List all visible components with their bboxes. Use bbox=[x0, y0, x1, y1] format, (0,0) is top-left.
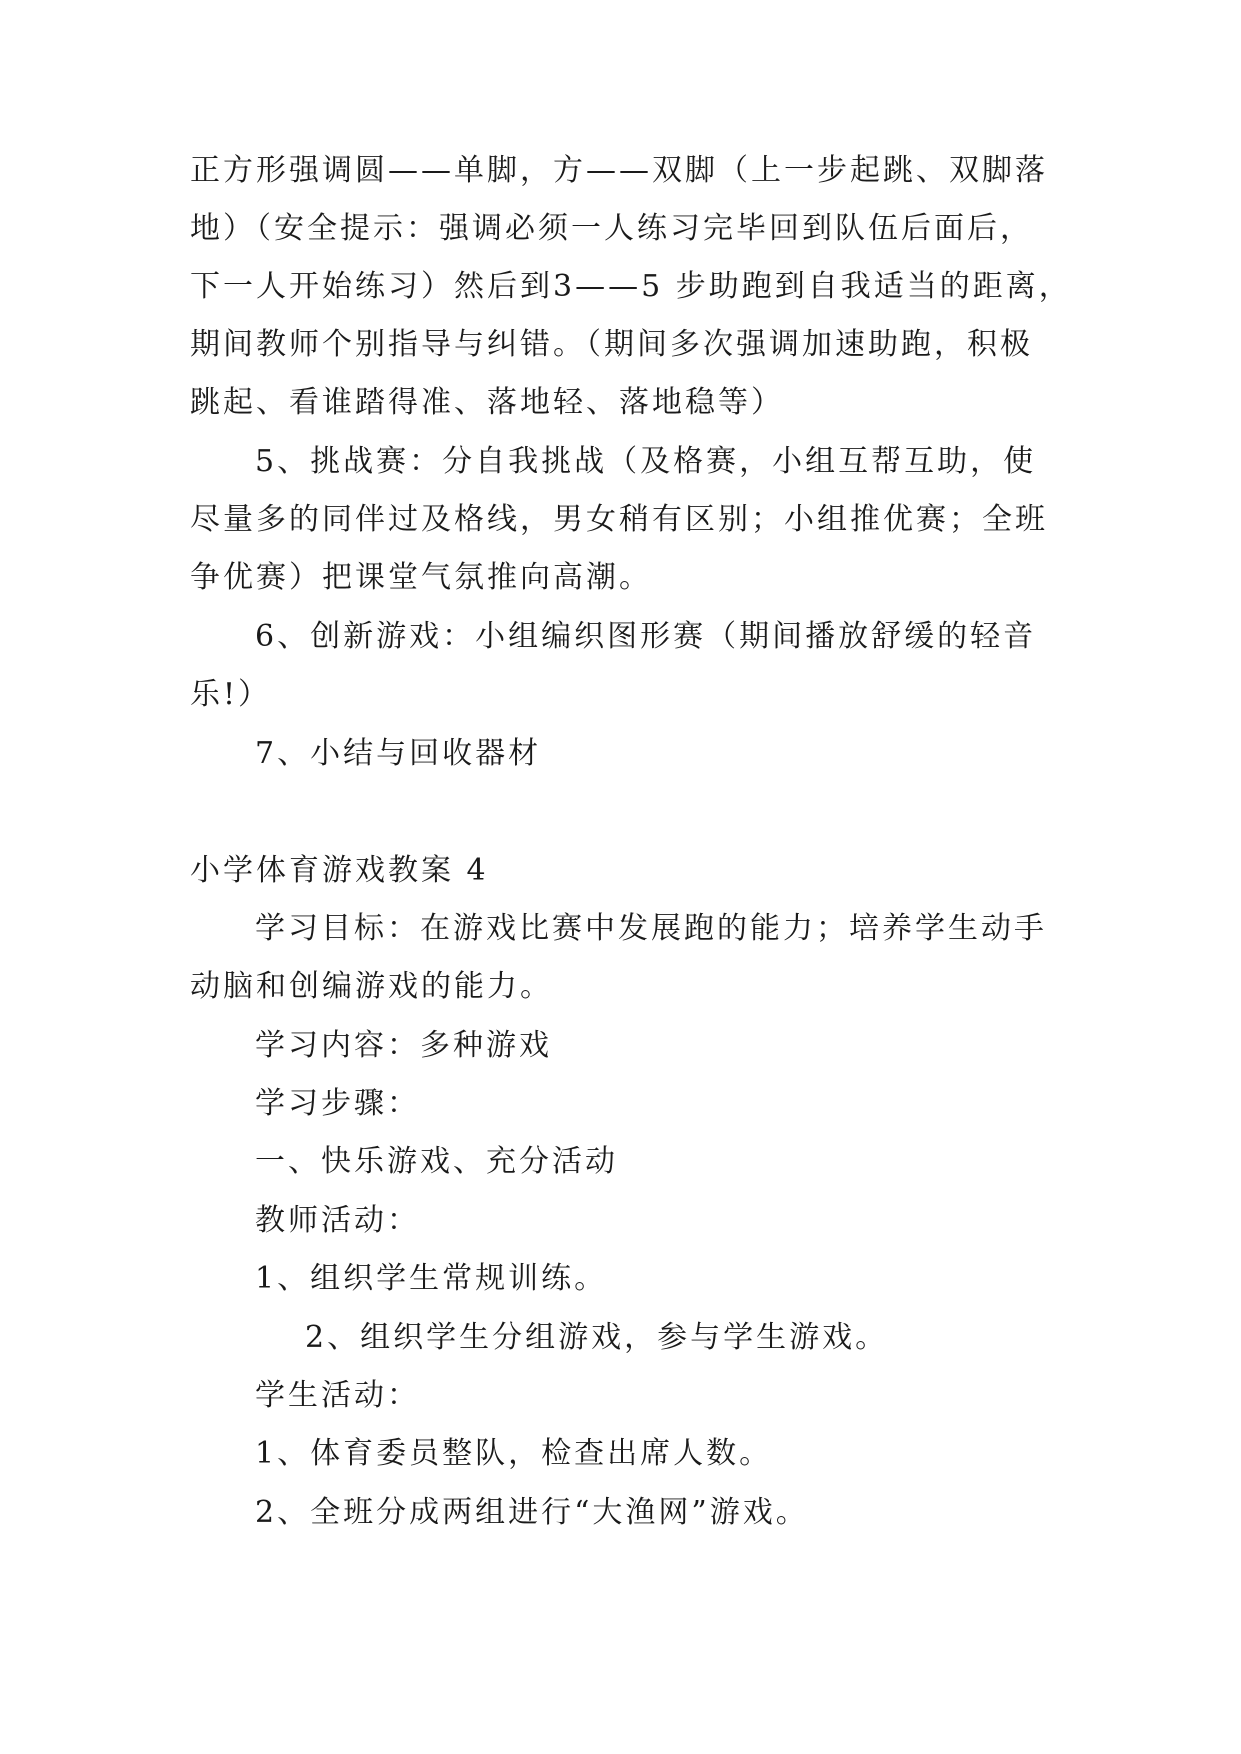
paragraph-line: 乐!） bbox=[190, 677, 272, 712]
paragraph-line: 2、全班分成两组进行“大渔网”游戏。 bbox=[255, 1495, 809, 1530]
paragraph-line: 动脑和创编游戏的能力。 bbox=[190, 969, 553, 1004]
paragraph-line: 学生活动： bbox=[255, 1378, 420, 1413]
paragraph-line: 跳起、看谁踏得准、落地轻、落地稳等） bbox=[190, 385, 784, 420]
paragraph-line: 学习步骤： bbox=[255, 1086, 420, 1121]
paragraph-line: 期间教师个别指导与纠错。（期间多次强调加速助跑，积极 bbox=[190, 327, 1033, 362]
paragraph-line: 正方形强调圆——单脚，方——双脚（上一步起跳、双脚落 bbox=[190, 153, 1048, 188]
paragraph-line: 尽量多的同伴过及格线，男女稍有区别；小组推优赛；全班 bbox=[190, 502, 1048, 537]
paragraph-line: 5、挑战赛：分自我挑战（及格赛，小组互帮互助，使 bbox=[255, 444, 1037, 479]
paragraph-line: 争优赛）把课堂气氛推向高潮。 bbox=[190, 560, 652, 595]
paragraph-line: 地）（安全提示：强调必须一人练习完毕回到队伍后面后， bbox=[190, 211, 1033, 246]
paragraph-line: 教师活动： bbox=[255, 1203, 420, 1238]
paragraph-line: 6、创新游戏：小组编织图形赛（期间播放舒缓的轻音 bbox=[255, 619, 1037, 654]
section-heading: 小学体育游戏教案 4 bbox=[190, 853, 489, 888]
paragraph-line: 下一人开始练习）然后到3——5 步助跑到自我适当的距离， bbox=[190, 269, 1072, 304]
paragraph-line: 一、快乐游戏、充分活动 bbox=[255, 1144, 618, 1179]
paragraph-line: 学习内容：多种游戏 bbox=[255, 1028, 552, 1063]
paragraph-line: 1、组织学生常规训练。 bbox=[255, 1261, 608, 1296]
paragraph-line: 7、小结与回收器材 bbox=[255, 736, 542, 771]
paragraph-line: 2、组织学生分组游戏，参与学生游戏。 bbox=[305, 1320, 889, 1355]
paragraph-line: 1、体育委员整队，检查出席人数。 bbox=[255, 1436, 773, 1471]
paragraph-line: 学习目标：在游戏比赛中发展跑的能力；培养学生动手 bbox=[255, 911, 1047, 946]
